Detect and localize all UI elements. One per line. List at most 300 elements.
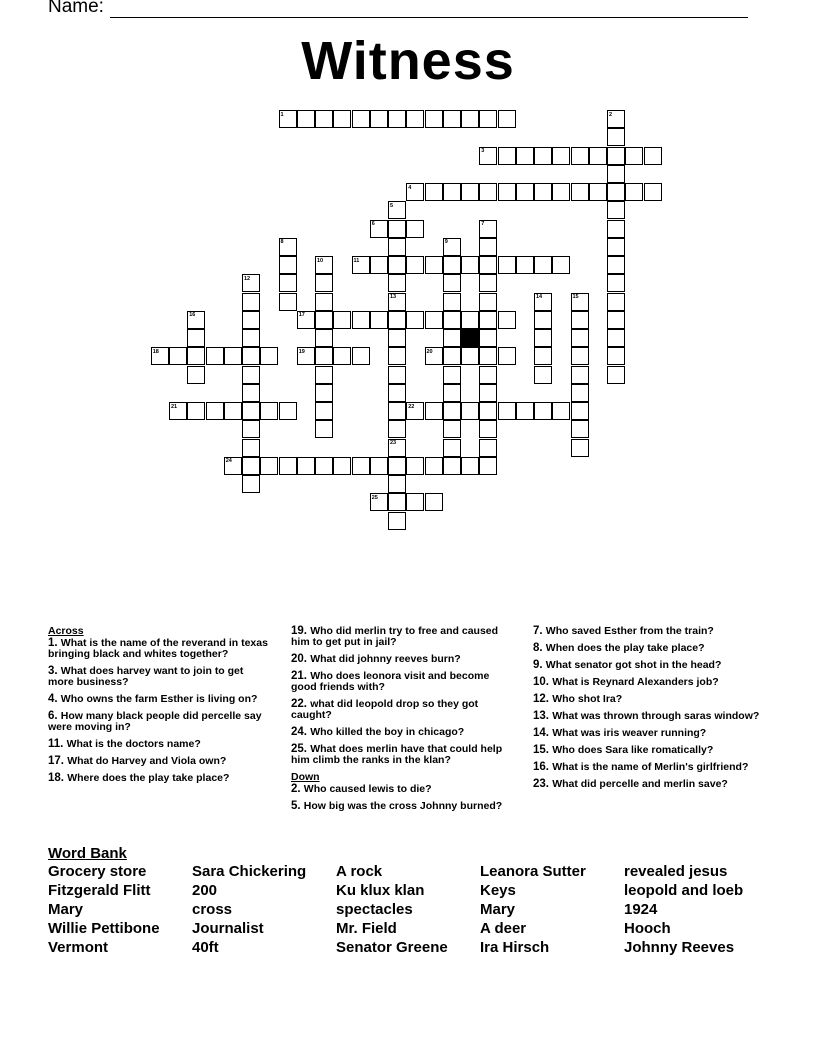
page-title: Witness xyxy=(301,31,515,91)
grid-cell[interactable] xyxy=(370,256,388,274)
clue xyxy=(533,643,773,654)
grid-cell[interactable] xyxy=(224,347,242,365)
grid-cell[interactable] xyxy=(498,183,516,201)
grid-cell[interactable] xyxy=(425,457,443,475)
grid-cell[interactable] xyxy=(242,384,260,402)
grid-cell[interactable] xyxy=(425,493,443,511)
clue-text: Where does the play take place? xyxy=(67,772,230,784)
grid-cell[interactable] xyxy=(315,329,333,347)
grid-cell[interactable] xyxy=(315,457,333,475)
grid-cell[interactable] xyxy=(425,183,443,201)
grid-cell[interactable] xyxy=(479,402,497,420)
grid-cell[interactable] xyxy=(607,366,625,384)
clues-column-3 xyxy=(533,626,773,796)
clue-number-label: 11 xyxy=(353,257,360,264)
clue-number: 23. xyxy=(533,778,553,790)
grid-cell[interactable] xyxy=(388,384,406,402)
clue-number-label: 5 xyxy=(390,202,394,209)
clue-text: Who owns the farm Esther is living on? xyxy=(60,693,258,705)
grid-cell[interactable] xyxy=(370,311,388,329)
grid-cell[interactable] xyxy=(388,420,406,438)
clue-text: Who saved Esther from the train? xyxy=(545,625,714,637)
grid-cell[interactable] xyxy=(279,274,297,292)
clue-number-label: 18 xyxy=(152,348,159,355)
grid-cell[interactable] xyxy=(352,457,370,475)
grid-cell[interactable] xyxy=(479,384,497,402)
grid-cell[interactable] xyxy=(607,165,625,183)
clue-number-label: 13 xyxy=(390,294,397,300)
grid-cell[interactable] xyxy=(516,183,534,201)
clue xyxy=(291,654,513,665)
clue-number: 4. xyxy=(48,693,61,705)
grid-cell[interactable] xyxy=(388,329,406,347)
grid-cell[interactable] xyxy=(242,347,260,365)
clue-number-label: 25 xyxy=(371,494,378,501)
grid-cell[interactable] xyxy=(388,457,406,475)
grid-cell[interactable] xyxy=(187,347,205,365)
grid-cell[interactable] xyxy=(479,293,497,311)
grid-cell[interactable] xyxy=(315,347,333,365)
grid-cell[interactable] xyxy=(607,256,625,274)
grid-cell[interactable] xyxy=(443,329,461,347)
grid-cell[interactable] xyxy=(607,347,625,365)
clue xyxy=(533,660,773,671)
grid-cell[interactable] xyxy=(169,347,187,365)
grid-cell[interactable] xyxy=(443,384,461,402)
grid-cell[interactable] xyxy=(333,347,351,365)
word-bank-item: cross xyxy=(192,901,233,918)
clue-number: 6. xyxy=(48,710,61,722)
word-bank-item: Johnny Reeves xyxy=(624,939,735,956)
grid-cell[interactable] xyxy=(571,311,589,329)
grid-cell[interactable] xyxy=(443,110,461,128)
clue xyxy=(533,694,773,705)
black-square xyxy=(461,329,479,347)
word-bank-item: Keys xyxy=(480,882,516,899)
word-bank-item: Willie Pettibone xyxy=(48,920,160,937)
grid-cell[interactable] xyxy=(498,347,516,365)
word-bank-item: 200 xyxy=(192,882,218,899)
grid-cell[interactable] xyxy=(571,183,589,201)
grid-cell[interactable] xyxy=(187,402,205,420)
clue-number-label: 21 xyxy=(171,403,178,410)
clue-number-label: 16 xyxy=(189,312,196,319)
grid-cell[interactable] xyxy=(479,420,497,438)
word-bank-item: Ira Hirsch xyxy=(480,939,550,956)
clue-number: 7. xyxy=(533,625,546,637)
clue-number: 22. xyxy=(291,698,311,710)
grid-cell[interactable] xyxy=(388,475,406,493)
clue-text: What do Harvey and Viola own? xyxy=(67,755,227,767)
grid-cell[interactable] xyxy=(571,347,589,365)
grid-cell[interactable] xyxy=(571,420,589,438)
clue-text: What was iris weaver running? xyxy=(552,727,707,739)
grid-cell[interactable] xyxy=(279,402,297,420)
grid-cell[interactable] xyxy=(443,402,461,420)
clue-text: When does the play take place? xyxy=(545,642,705,654)
clue-number-label: 20 xyxy=(426,348,433,355)
word-bank-item: Hooch xyxy=(624,920,671,937)
grid-cell[interactable] xyxy=(370,457,388,475)
grid-cell[interactable] xyxy=(315,311,333,329)
grid-cell[interactable] xyxy=(187,329,205,347)
clue xyxy=(533,779,773,790)
clue xyxy=(291,671,513,693)
grid-cell[interactable] xyxy=(607,293,625,311)
word-bank-item: A deer xyxy=(480,920,527,937)
grid-cell[interactable] xyxy=(479,256,497,274)
grid-cell[interactable] xyxy=(406,110,424,128)
grid-cell[interactable] xyxy=(461,347,479,365)
grid-cell[interactable] xyxy=(498,110,516,128)
grid-cell[interactable] xyxy=(333,110,351,128)
word-bank-item: revealed jesus xyxy=(624,863,728,880)
word-bank-item: Senator Greene xyxy=(336,939,448,956)
word-bank-item: Leanora Sutter xyxy=(480,863,586,880)
grid-cell[interactable] xyxy=(552,402,570,420)
grid-cell[interactable] xyxy=(516,147,534,165)
grid-cell[interactable] xyxy=(498,256,516,274)
grid-cell[interactable] xyxy=(571,402,589,420)
grid-cell[interactable] xyxy=(388,493,406,511)
grid-cell[interactable] xyxy=(461,457,479,475)
grid-cell[interactable] xyxy=(607,311,625,329)
clues-column-2 xyxy=(291,626,513,818)
grid-cell[interactable] xyxy=(370,110,388,128)
grid-cell[interactable] xyxy=(589,147,607,165)
word-bank-item: Mary xyxy=(48,901,84,918)
grid-cell[interactable] xyxy=(406,457,424,475)
word-bank-item: Mary xyxy=(480,901,516,918)
clue-number-label: 24 xyxy=(225,458,232,465)
clue-text: What senator got shot in the head? xyxy=(545,659,722,671)
grid-cell[interactable] xyxy=(242,329,260,347)
grid-cell[interactable] xyxy=(443,274,461,292)
grid-cell[interactable] xyxy=(552,256,570,274)
grid-cell[interactable] xyxy=(242,366,260,384)
clue xyxy=(48,739,270,750)
clue xyxy=(291,784,513,795)
clue xyxy=(291,699,513,721)
grid-cell[interactable] xyxy=(443,420,461,438)
grid-cell[interactable] xyxy=(461,183,479,201)
clue-number: 5. xyxy=(291,800,304,812)
grid-cell[interactable] xyxy=(589,183,607,201)
grid-cell[interactable] xyxy=(206,402,224,420)
clue-text: What is the name of Merlin's girlfriend? xyxy=(552,761,749,773)
clue-text: How big was the cross Johnny burned? xyxy=(303,800,503,812)
clue-number: 21. xyxy=(291,670,311,682)
grid-cell[interactable] xyxy=(187,366,205,384)
grid-cell[interactable] xyxy=(571,366,589,384)
grid-cell[interactable] xyxy=(607,128,625,146)
clue-text: What is the doctors name? xyxy=(66,738,201,750)
clue-text: What did johnny reeves burn? xyxy=(310,653,461,665)
word-bank-item: A rock xyxy=(336,863,383,880)
grid-cell[interactable] xyxy=(297,457,315,475)
grid-cell[interactable] xyxy=(315,420,333,438)
grid-cell[interactable] xyxy=(315,384,333,402)
grid-cell[interactable] xyxy=(315,110,333,128)
clues-column-1 xyxy=(48,626,270,790)
grid-cell[interactable] xyxy=(479,110,497,128)
clue-number: 17. xyxy=(48,755,68,767)
grid-cell[interactable] xyxy=(534,183,552,201)
grid-cell[interactable] xyxy=(479,311,497,329)
clue-number: 8. xyxy=(533,642,546,654)
grid-cell[interactable] xyxy=(352,311,370,329)
clue-number: 16. xyxy=(533,761,553,773)
clue-number-label: 14 xyxy=(536,294,543,300)
grid-cell[interactable] xyxy=(607,201,625,219)
grid-cell[interactable] xyxy=(315,293,333,311)
grid-cell[interactable] xyxy=(242,402,260,420)
grid-cell[interactable] xyxy=(333,457,351,475)
clue-number-label: 1 xyxy=(280,111,284,118)
grid-cell[interactable] xyxy=(388,366,406,384)
name-label: Name: xyxy=(48,0,104,17)
grid-cell[interactable] xyxy=(425,311,443,329)
grid-cell[interactable] xyxy=(479,238,497,256)
word-bank-item: 40ft xyxy=(192,939,219,956)
grid-cell[interactable] xyxy=(607,147,625,165)
grid-cell[interactable] xyxy=(516,256,534,274)
clue-number-label: 19 xyxy=(298,348,305,355)
clue-number: 1. xyxy=(48,637,61,649)
grid-cell[interactable] xyxy=(388,512,406,530)
grid-cell[interactable] xyxy=(443,183,461,201)
grid-cell[interactable] xyxy=(498,402,516,420)
grid-cell[interactable] xyxy=(534,311,552,329)
clue-number-label: 3 xyxy=(481,148,485,154)
clue-text: Who does leonora visit and become good friends with? xyxy=(291,670,490,693)
clue-number-label: 15 xyxy=(572,294,579,300)
clue-text: What does merlin have that could help him climb the ranks in the klan? xyxy=(291,743,503,766)
grid-cell[interactable] xyxy=(516,402,534,420)
grid-cell[interactable] xyxy=(315,402,333,420)
clue-number-label: 23 xyxy=(390,440,397,446)
grid-cell[interactable] xyxy=(279,457,297,475)
grid-cell[interactable] xyxy=(315,274,333,292)
clue xyxy=(291,727,513,738)
grid-cell[interactable] xyxy=(607,274,625,292)
grid-cell[interactable] xyxy=(443,347,461,365)
grid-cell[interactable] xyxy=(607,220,625,238)
grid-cell[interactable] xyxy=(461,402,479,420)
grid-cell[interactable] xyxy=(461,311,479,329)
word-bank-item: Grocery store xyxy=(48,863,147,880)
clue xyxy=(533,626,773,637)
grid-cell[interactable] xyxy=(644,147,662,165)
clue xyxy=(48,773,270,784)
grid-cell[interactable] xyxy=(607,183,625,201)
grid-cell[interactable] xyxy=(279,256,297,274)
grid-cell[interactable] xyxy=(406,311,424,329)
clue xyxy=(48,666,270,688)
grid-cell[interactable] xyxy=(279,293,297,311)
grid-cell[interactable] xyxy=(406,493,424,511)
word-bank-item: Fitzgerald Flitt xyxy=(48,882,151,899)
grid-cell[interactable] xyxy=(406,220,424,238)
grid-cell[interactable] xyxy=(388,110,406,128)
grid-cell[interactable] xyxy=(206,347,224,365)
clue-text: How many black people did percelle say were moving in? xyxy=(48,710,262,733)
grid-cell[interactable] xyxy=(315,366,333,384)
grid-cell[interactable] xyxy=(242,293,260,311)
grid-cell[interactable] xyxy=(552,183,570,201)
clue xyxy=(533,711,773,722)
grid-cell[interactable] xyxy=(406,256,424,274)
clue-number-label: 10 xyxy=(317,257,324,264)
clue-text: What is the name of the reverand in texas bringing black and whites together? xyxy=(48,637,268,660)
grid-cell[interactable] xyxy=(224,402,242,420)
clue-number: 25. xyxy=(291,743,311,755)
grid-cell[interactable] xyxy=(352,110,370,128)
grid-cell[interactable] xyxy=(479,457,497,475)
clue xyxy=(48,638,270,660)
grid-cell[interactable] xyxy=(242,475,260,493)
grid-cell[interactable] xyxy=(260,457,278,475)
clue-number: 18. xyxy=(48,772,68,784)
grid-cell[interactable] xyxy=(479,347,497,365)
clue-number: 9. xyxy=(533,659,546,671)
clue xyxy=(48,756,270,767)
grid-cell[interactable] xyxy=(498,311,516,329)
clue-number: 15. xyxy=(533,744,553,756)
clue-number: 3. xyxy=(48,665,61,677)
word-bank-item: spectacles xyxy=(336,901,413,918)
grid-cell[interactable] xyxy=(534,347,552,365)
grid-cell[interactable] xyxy=(388,402,406,420)
clue xyxy=(291,744,513,766)
word-bank-title: Word Bank xyxy=(48,845,127,862)
grid-cell[interactable] xyxy=(479,274,497,292)
grid-cell[interactable] xyxy=(297,110,315,128)
clue-number-label: 4 xyxy=(408,184,412,191)
word-bank-item: Mr. Field xyxy=(336,920,397,937)
grid-cell[interactable] xyxy=(644,183,662,201)
grid-cell[interactable] xyxy=(625,183,643,201)
clue xyxy=(533,677,773,688)
grid-cell[interactable] xyxy=(479,183,497,201)
clue-text: What is Reynard Alexanders job? xyxy=(552,676,719,688)
clue-number: 2. xyxy=(291,783,304,795)
grid-cell[interactable] xyxy=(388,238,406,256)
grid-cell[interactable] xyxy=(425,402,443,420)
grid-cell[interactable] xyxy=(571,329,589,347)
clue xyxy=(291,626,513,648)
grid-cell[interactable] xyxy=(479,439,497,457)
grid-cell[interactable] xyxy=(479,366,497,384)
grid-cell[interactable] xyxy=(461,110,479,128)
word-bank-item: leopold and loeb xyxy=(624,882,744,899)
clue-number-label: 22 xyxy=(408,403,415,410)
grid-cell[interactable] xyxy=(242,420,260,438)
grid-cell[interactable] xyxy=(443,311,461,329)
clue-number-label: 7 xyxy=(481,221,485,227)
clue-text: Who caused lewis to die? xyxy=(303,783,432,795)
grid-cell[interactable] xyxy=(388,311,406,329)
clue xyxy=(533,728,773,739)
grid-cell[interactable] xyxy=(260,402,278,420)
clue-number-label: 12 xyxy=(244,275,251,282)
grid-cell[interactable] xyxy=(461,256,479,274)
grid-cell[interactable] xyxy=(242,439,260,457)
clue-number: 12. xyxy=(533,693,553,705)
grid-cell[interactable] xyxy=(571,147,589,165)
clue-text: What does harvey want to join to get more business? xyxy=(48,665,244,688)
word-bank-item: Vermont xyxy=(48,939,109,956)
across-header: Across xyxy=(48,625,84,637)
clue-number-label: 9 xyxy=(444,239,448,246)
word-bank-item: Journalist xyxy=(192,920,264,937)
clue-text: Who shot Ira? xyxy=(552,693,623,705)
grid-cell[interactable] xyxy=(333,311,351,329)
grid-cell[interactable] xyxy=(242,311,260,329)
grid-cell[interactable] xyxy=(552,147,570,165)
grid-cell[interactable] xyxy=(498,147,516,165)
grid-cell[interactable] xyxy=(534,147,552,165)
clue-text: Who does Sara like romatically? xyxy=(552,744,714,756)
grid-cell[interactable] xyxy=(534,329,552,347)
grid-cell[interactable] xyxy=(534,366,552,384)
clue-text: Who did merlin try to free and caused him to get put in jail? xyxy=(291,625,499,648)
clue-text: Who killed the boy in chicago? xyxy=(310,726,465,738)
grid-cell[interactable] xyxy=(479,329,497,347)
clue xyxy=(48,694,270,705)
word-bank xyxy=(48,862,784,957)
clue-text: what did leopold drop so they got caught? xyxy=(291,698,479,721)
grid-cell[interactable] xyxy=(443,366,461,384)
grid-cell[interactable] xyxy=(242,457,260,475)
word-bank-item: Ku klux klan xyxy=(336,882,425,899)
clue-number: 11. xyxy=(48,738,67,750)
word-bank-item: Sara Chickering xyxy=(192,863,307,880)
clue-number: 20. xyxy=(291,653,311,665)
grid-cell[interactable] xyxy=(571,439,589,457)
grid-cell[interactable] xyxy=(388,220,406,238)
clue-number: 14. xyxy=(533,727,553,739)
grid-cell[interactable] xyxy=(352,347,370,365)
clue-number: 24. xyxy=(291,726,311,738)
grid-cell[interactable] xyxy=(388,256,406,274)
clue xyxy=(291,801,513,812)
grid-cell[interactable] xyxy=(534,402,552,420)
grid-cell[interactable] xyxy=(443,439,461,457)
grid-cell[interactable] xyxy=(388,274,406,292)
grid-cell[interactable] xyxy=(534,256,552,274)
grid-cell[interactable] xyxy=(607,329,625,347)
clue-number: 19. xyxy=(291,625,311,637)
grid-cell[interactable] xyxy=(443,457,461,475)
grid-cell[interactable] xyxy=(443,256,461,274)
clue xyxy=(533,745,773,756)
grid-cell[interactable] xyxy=(571,384,589,402)
grid-cell[interactable] xyxy=(388,347,406,365)
clue xyxy=(533,762,773,773)
clue xyxy=(48,711,270,733)
grid-cell[interactable] xyxy=(607,238,625,256)
clue-text: What was thrown through saras window? xyxy=(552,710,760,722)
grid-cell[interactable] xyxy=(425,110,443,128)
grid-cell[interactable] xyxy=(425,256,443,274)
clue-number: 13. xyxy=(533,710,553,722)
grid-cell[interactable] xyxy=(443,293,461,311)
grid-cell[interactable] xyxy=(260,347,278,365)
down-header: Down xyxy=(291,771,320,783)
grid-cell[interactable] xyxy=(625,147,643,165)
clue-number-label: 2 xyxy=(609,111,613,118)
